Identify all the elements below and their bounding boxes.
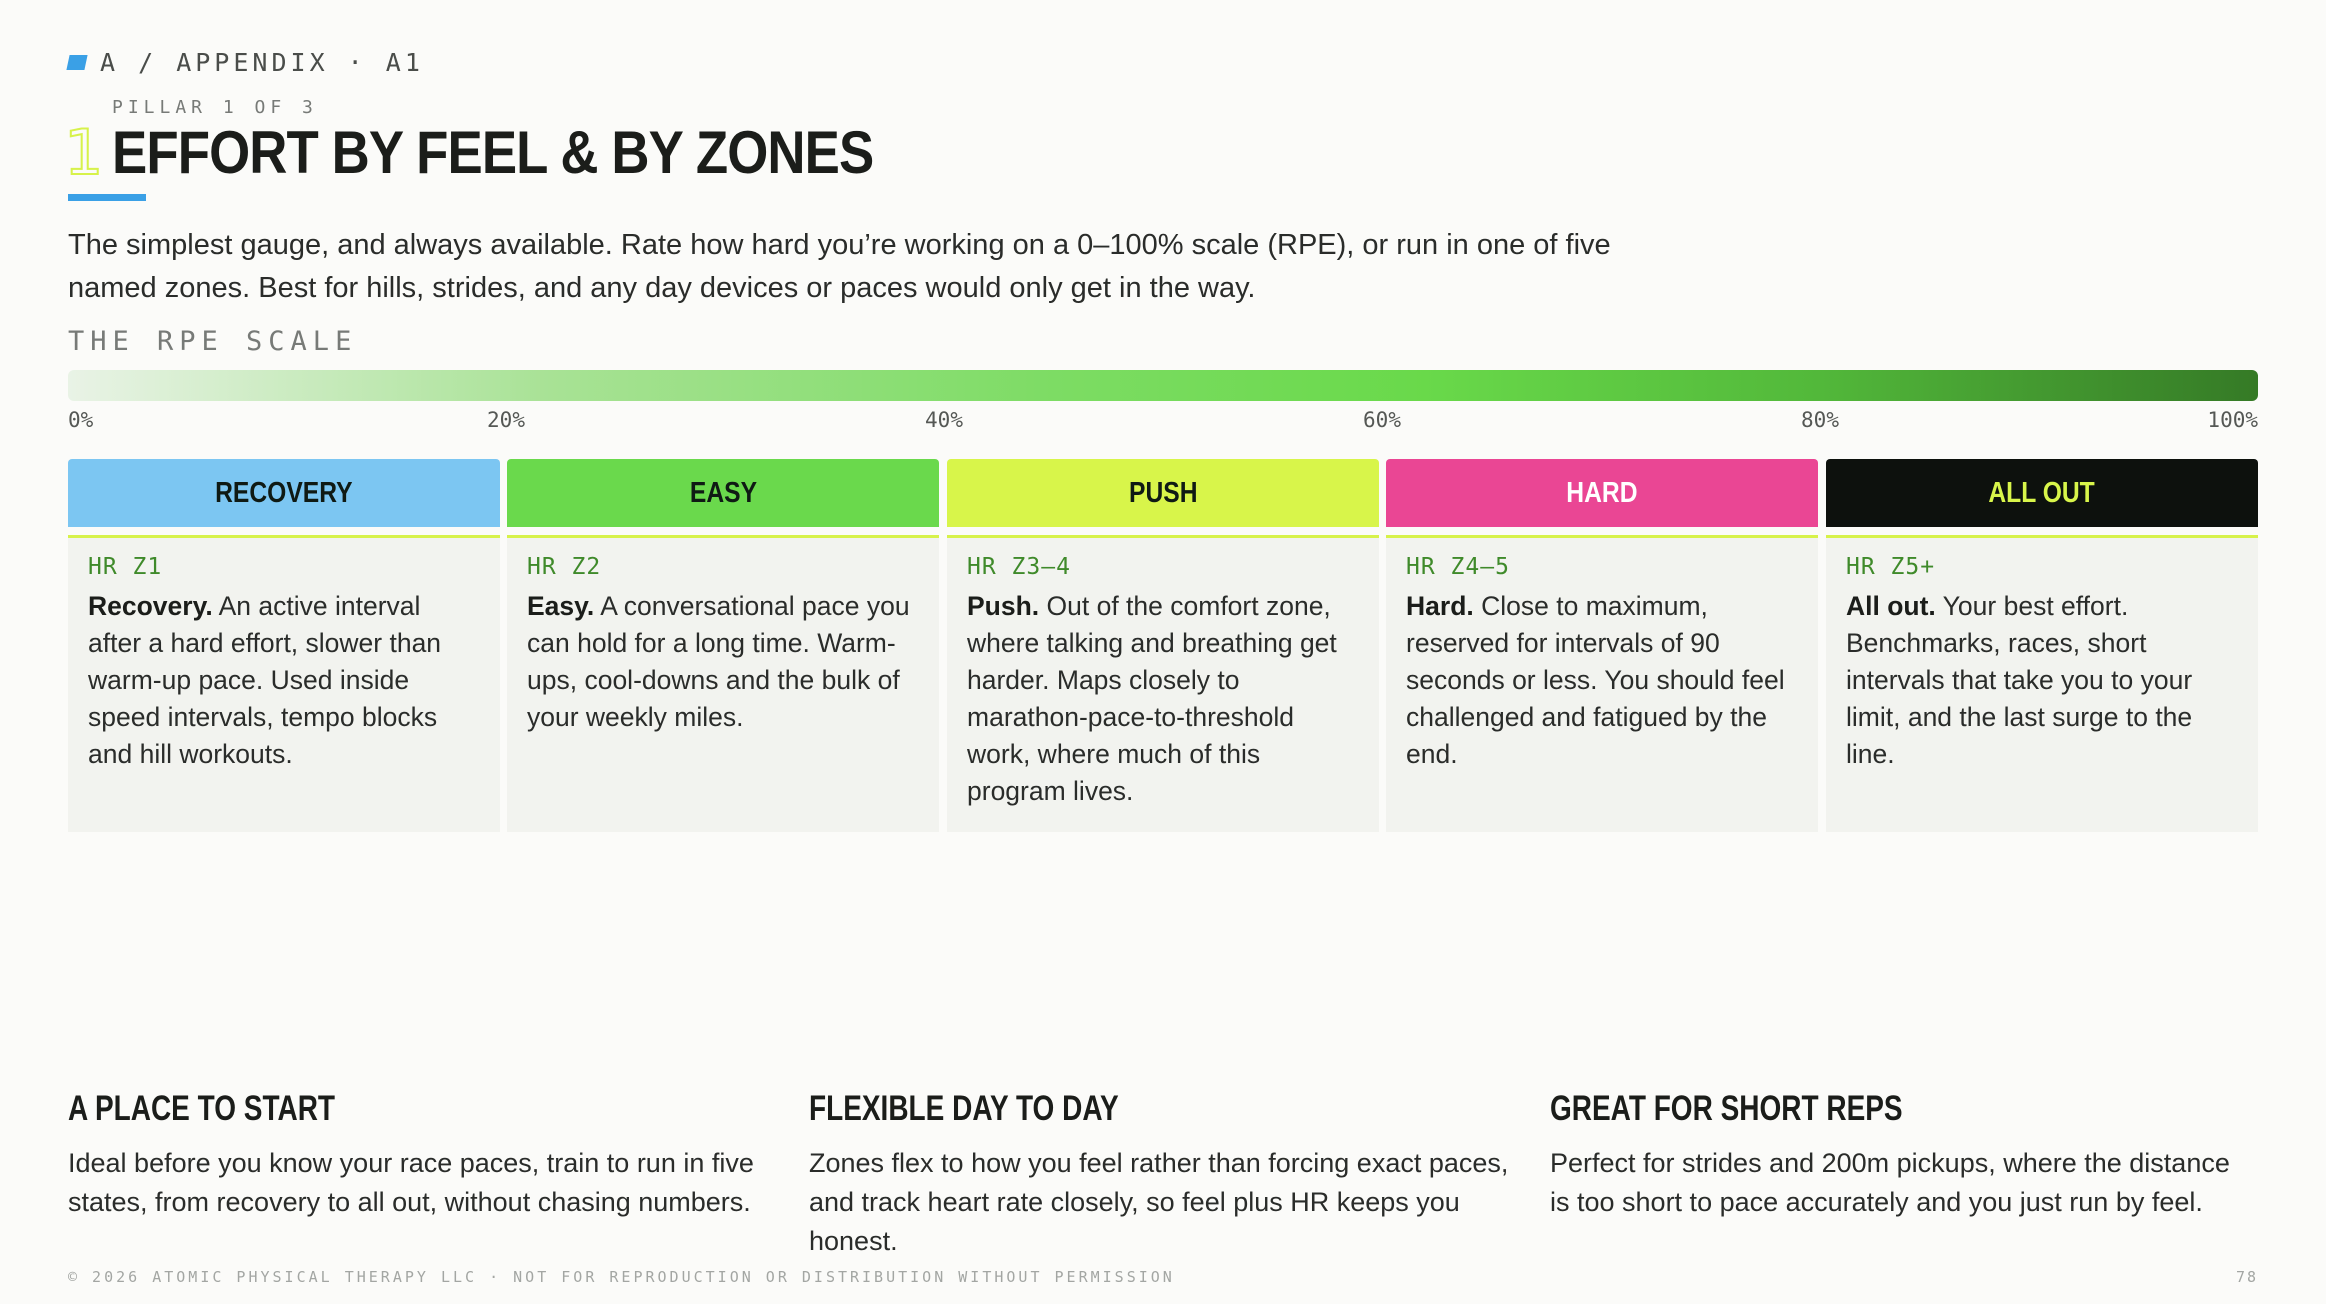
key-point-text: Ideal before you know your race paces, train to run in five states, from recovery to all out, without chasing numbers. [68, 1148, 754, 1217]
zone-card-hard [1386, 459, 1818, 832]
zone-card-all-out [1826, 459, 2258, 832]
zone-text: Out of the comfort zone, where talking and breathing get harder. Maps closely to marathon-pace-to-threshold work, where much of this program lives. [967, 591, 1337, 806]
zone-card-recovery [68, 459, 500, 832]
zone-header [507, 459, 939, 527]
zone-text: A conversational pace you can hold for a long time. Warm-ups, cool-downs and the bulk of your weekly miles. [527, 591, 910, 732]
zone-header [1386, 459, 1818, 527]
zone-body [68, 535, 500, 832]
key-point [809, 1086, 1509, 1261]
zone-header [947, 459, 1379, 527]
key-points [68, 1086, 2258, 1256]
tick-label: 80% [1801, 408, 1839, 432]
rpe-scale-label: THE RPE SCALE [68, 326, 358, 357]
zone-body [1386, 535, 1818, 832]
breadcrumb-text: A / APPENDIX · A1 [100, 48, 424, 77]
footer-copyright: © 2026 ATOMIC PHYSICAL THERAPY LLC · NOT FOR REPRODUCTION OR DISTRIBUTION WITHOUT PERMISSION [68, 1268, 1175, 1286]
zone-lead: Easy. [527, 591, 595, 621]
zone-lead: All out. [1846, 591, 1936, 621]
zone-body [947, 535, 1379, 832]
tick-label: 100% [2207, 408, 2258, 432]
zone-header [68, 459, 500, 527]
zone-name: PUSH [1128, 476, 1198, 509]
title-underline [68, 194, 146, 201]
tick-label: 60% [1363, 408, 1401, 432]
zone-name: RECOVERY [215, 476, 353, 509]
zone-name: ALL OUT [1988, 476, 2096, 509]
key-point-text: Perfect for strides and 200m pickups, where the distance is too short to pace accurately and you just run by feel. [1550, 1148, 2230, 1217]
zone-lead: Recovery. [88, 591, 213, 621]
key-point-title: GREAT FOR SHORT REPS [1550, 1089, 1903, 1128]
zone-text: An active interval after a hard effort, slower than warm-up pace. Used inside speed intervals, tempo blocks and hill workouts. [88, 591, 442, 769]
zone-hr: HR Z5+ [1846, 554, 1936, 580]
key-point-title: A PLACE TO START [68, 1089, 336, 1128]
zone-description [527, 588, 919, 736]
page-number: 78 [2235, 1268, 2258, 1286]
intro-paragraph: The simplest gauge, and always available. Rate how hard you’re working on a 0–100% scale (RPE), or run in one of five named zones. Best for hills, strides, and any day devices or paces would only get in the way. [68, 229, 1611, 304]
zone-cards [68, 459, 2258, 832]
pillar-label: PILLAR 1 OF 3 [112, 97, 318, 118]
zone-text: Close to maximum, reserved for intervals of 90 seconds or less. You should feel challenged and fatigued by the end. [1406, 591, 1785, 769]
rpe-scale-ticks [68, 408, 2258, 438]
tick-label: 0% [68, 408, 94, 432]
zone-card-push [947, 459, 1379, 832]
zone-description [967, 588, 1359, 810]
page-title: EFFORT BY FEEL & BY ZONES [112, 119, 874, 186]
zone-lead: Push. [967, 591, 1040, 621]
zone-header [1826, 459, 2258, 527]
zone-body [1826, 535, 2258, 832]
zone-hr: HR Z2 [527, 554, 602, 580]
key-point-text: Zones flex to how you feel rather than forcing exact paces, and track heart rate closely, so feel plus HR keeps you honest. [809, 1148, 1509, 1256]
rpe-gradient-bar [68, 370, 2258, 401]
zone-card-easy [507, 459, 939, 832]
key-point [1550, 1086, 2250, 1222]
tick-label: 20% [487, 408, 525, 432]
zone-hr: HR Z1 [88, 554, 163, 580]
zone-description [88, 588, 480, 773]
section-marker-icon [66, 55, 87, 70]
zone-name: HARD [1566, 476, 1638, 509]
zone-hr: HR Z4–5 [1406, 554, 1510, 580]
zone-hr: HR Z3–4 [967, 554, 1071, 580]
tick-label: 40% [925, 408, 963, 432]
zone-description [1846, 588, 2238, 773]
key-point-title: FLEXIBLE DAY TO DAY [809, 1089, 1119, 1128]
zone-name: EASY [689, 476, 757, 509]
breadcrumb [68, 48, 424, 77]
key-point [68, 1086, 768, 1222]
pillar-number: 1 [64, 116, 104, 189]
zone-lead: Hard. [1406, 591, 1474, 621]
zone-text: Your best effort. Benchmarks, races, short intervals that take you to your limit, and the last surge to the line. [1846, 591, 2193, 769]
zone-body [507, 535, 939, 832]
zone-description [1406, 588, 1798, 773]
